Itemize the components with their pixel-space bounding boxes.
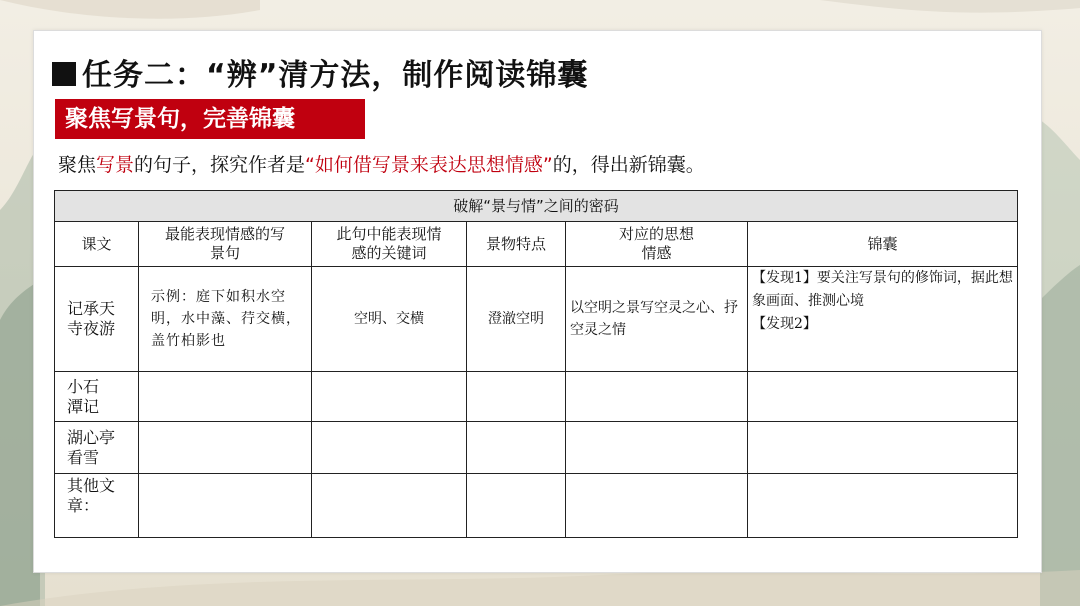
analysis-table <box>54 190 1018 538</box>
row-text-title: 其他文章： <box>55 474 139 538</box>
column-header: 最能表现情感的写景句 <box>139 222 312 267</box>
column-header: 锦囊 <box>748 222 1018 267</box>
table-row <box>55 267 1018 372</box>
empty-cell[interactable] <box>467 422 566 474</box>
empty-cell[interactable] <box>312 422 467 474</box>
empty-cell[interactable] <box>139 474 312 538</box>
table-row <box>55 422 1018 474</box>
empty-cell[interactable] <box>312 474 467 538</box>
table-row <box>55 372 1018 422</box>
row-text-title: 小石潭记 <box>55 372 139 422</box>
discovery-1: 【发现1】要关注写景句的修饰词，据此想象画面、推测心境 <box>752 270 1013 309</box>
empty-cell[interactable] <box>748 422 1018 474</box>
intro-text: 聚焦写景的句子，探究作者是“如何借写景来表达思想情感”的，得出新锦囊。 <box>58 154 705 176</box>
square-bullet-icon <box>52 62 76 86</box>
column-header: 景物特点 <box>467 222 566 267</box>
emotion: 以空明之景写空灵之心、抒空灵之情 <box>566 267 748 372</box>
scene-features: 澄澈空明 <box>467 267 566 372</box>
column-header: 此句中能表现情感的关键词 <box>312 222 467 267</box>
empty-cell[interactable] <box>467 474 566 538</box>
empty-cell[interactable] <box>566 372 748 422</box>
table-caption: 破解“景与情”之间的密码 <box>55 191 1018 222</box>
table-header-row <box>55 222 1018 267</box>
page-title: 任务二：“辨”清方法，制作阅读锦囊 <box>52 50 588 90</box>
empty-cell[interactable] <box>748 474 1018 538</box>
empty-cell[interactable] <box>566 474 748 538</box>
section-banner: 聚焦写景句，完善锦囊 <box>55 99 365 139</box>
empty-cell[interactable] <box>748 372 1018 422</box>
empty-cell[interactable] <box>467 372 566 422</box>
column-header: 对应的思想情感 <box>566 222 748 267</box>
table-row <box>55 474 1018 538</box>
empty-cell[interactable] <box>566 422 748 474</box>
tip-cell <box>748 267 1018 372</box>
column-header: 课文 <box>55 222 139 267</box>
empty-cell[interactable] <box>139 372 312 422</box>
discovery-2: 【发现2】 <box>752 316 817 332</box>
row-text-title: 湖心亭看雪 <box>55 422 139 474</box>
empty-cell[interactable] <box>139 422 312 474</box>
row-text-title: 记承天寺夜游 <box>55 267 139 372</box>
key-words: 空明、交横 <box>312 267 467 372</box>
scene-sentence: 示例：庭下如积水空明，水中藻、荇交横，盖竹柏影也 <box>139 267 312 372</box>
empty-cell[interactable] <box>312 372 467 422</box>
